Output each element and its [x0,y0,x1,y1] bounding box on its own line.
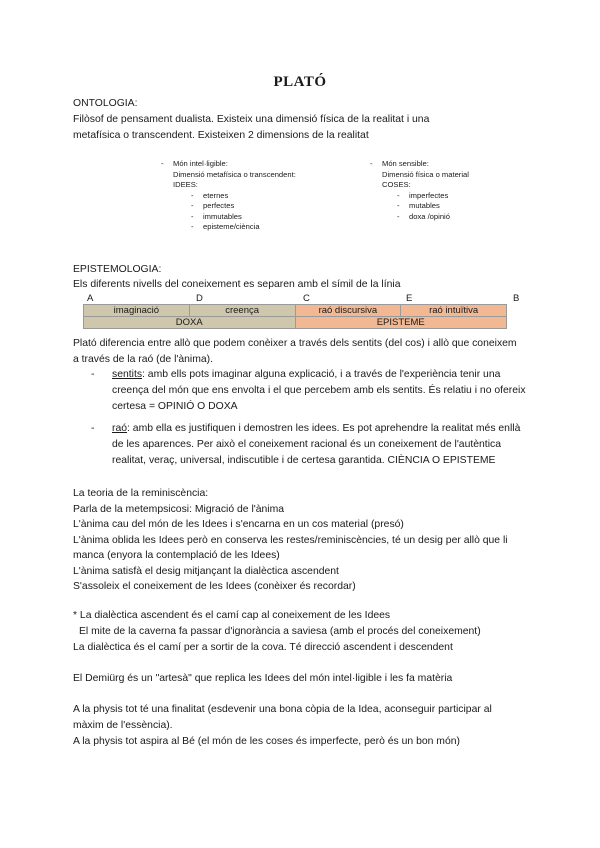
mon-sensible-label: Món sensible: [382,159,429,168]
segment-imaginacio: imaginació [84,305,190,317]
reminiscencia-line: L'ànima satisfà el desig mitjançant la dialèctica ascendent [73,566,339,577]
epistemologia-heading: EPISTEMOLOGIA: [73,264,162,275]
dialectica-line: * La dialèctica ascendent és el camí cap al coneixement de les Idees [73,610,391,621]
demiurg-line: El Demiürg és un "artesà" que replica les Idees del món intel·ligible i les fa matèria [73,673,453,684]
line-letter: E [406,293,413,304]
epistemologia-line-1: Els diferents nivells del coneixement es separen amb el símil de la línia [73,279,401,290]
segment-rao-discursiva: raó discursiva [295,305,401,317]
ontologia-line-1: Filòsof de pensament dualista. Existeix una dimensió física de la realitat i una [73,114,430,125]
reminiscencia-line: L'ànima oblida les Idees però en conserva les restes/reminiscències, té un desig per allò que li [73,535,508,546]
line-letter: D [196,293,203,304]
page-title: PLATÓ [273,74,327,90]
physis-line: màxim de l'essència). [73,720,173,731]
mon-sensible-block: - Món sensible: Dimensió física o material COSES: - imperfectes - mutables - doxa /opinió [370,159,469,221]
list-item: imperfectes [409,190,449,200]
list-item: mutables [409,201,440,210]
reminiscencia-line: S'assoleix el coneixement de les Idees (conèixer és recordar) [73,581,356,592]
diferencia-line-1: Plató diferencia entre allò que podem conèixer a través dels sentits (del cos) i allò que coneixem [73,338,517,349]
ontologia-heading: ONTOLOGIA: [73,98,138,109]
list-item: immutables [203,211,242,221]
mon-intel-dim: Dimensió metafísica o transcendent: [173,169,296,179]
rao-line-2: de les aparences. Per això el coneixement racional és un coneixement de l'autèntica [112,439,501,450]
dialectica-line: La dialèctica és el camí per a sortir de la cova. Té direcció ascendent i descendent [73,642,453,653]
rao-word: raó [112,423,128,434]
line-letters [83,293,523,304]
line-letter: A [87,293,94,304]
line-simile-table [83,304,507,329]
sentits-word: sentits [112,369,143,380]
reminiscencia-line: La teoria de la reminiscència: [73,488,209,499]
mon-intelligible-block: - Món intel·ligible: Dimensió metafísica o transcendent: IDEES: - eternes - perfectes - immutables - episteme/ciència [161,159,296,231]
line-letter: C [303,293,310,304]
reminiscencia-line: Parla de la metempsicosi: Migració de l'ànima [73,504,285,515]
list-item: perfectes [203,201,235,210]
group-doxa: DOXA [84,317,296,329]
list-item: doxa /opinió [409,211,450,221]
sentits-line-1: - sentits: amb ells pots imaginar alguna explicació, i a través de l'experiència tenir una [91,369,501,380]
list-item: eternes [203,190,229,200]
mon-sensible-dim: Dimensió física o material [382,169,469,179]
dialectica-line: El mite de la caverna fa passar d'ignorància a saviesa (amb el procés del coneixement) [79,626,481,637]
sentits-line-2: creença del món que ens envolta i el que percebem amb els sentits. És relatiu i no ofereix [112,385,526,396]
list-item: episteme/ciència [203,222,260,231]
mon-intel-label: Món intel·ligible: [173,159,228,168]
rao-line-3: realitat, veraç, universal, indiscutible i de certesa garantida. CIÈNCIA O EPISTEME [112,455,496,466]
rao-line-1: - raó: amb ella es justifiquen i demostren les idees. Es pot aprehendre la realitat més enllà [91,423,521,434]
reminiscencia-line: manca (enyora la contemplació de les Idees) [73,550,280,561]
ontologia-line-2: metafísica o transcendent. Existeixen 2 dimensions de la realitat [73,130,369,141]
group-episteme: EPISTEME [295,317,507,329]
reminiscencia-line: L'ànima cau del món de les Idees i s'encarna en un cos material (presó) [73,519,404,530]
line-letter: B [513,293,520,304]
physis-line: A la physis tot aspira al Bé (el món de les coses és imperfecte, però és un bon món) [73,736,460,747]
sentits-line-3: certesa = OPINIÓ O DOXA [112,401,238,412]
diferencia-line-2: a través de la raó (de l'ànima). [73,354,214,365]
segment-rao-intuitiva: raó intuïtiva [401,305,507,317]
physis-line: A la physis tot té una finalitat (esdevenir una bona còpia de la Idea, aconseguir participar al [73,704,492,715]
segment-creenca: creença [189,305,295,317]
mon-sensible-head: COSES: [382,180,411,189]
mon-intel-head: IDEES: [173,180,198,189]
